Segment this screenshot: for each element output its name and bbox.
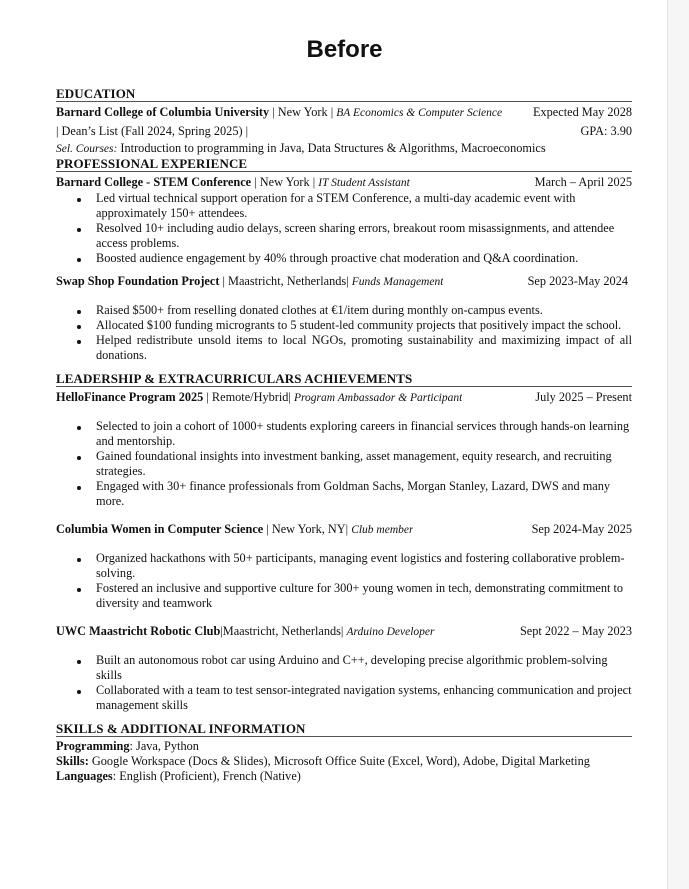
courses: Introduction to programming in Java, Data Structures & Algorithms, Macroeconomics (120, 141, 546, 155)
bullet-item: Gained foundational insights into investment banking, asset management, equity research, and recruiting strategies. (56, 449, 632, 479)
job-org: Barnard College - STEM Conference (56, 175, 252, 189)
skills-line (56, 769, 632, 784)
skills-value: Google Workspace (Docs & Slides), Microsoft Office Suite (Excel, Word), Adobe, Digital Marketing (88, 754, 590, 768)
school-location: | New York | (272, 105, 334, 119)
resume-content (56, 86, 632, 784)
skills-label: Skills: (56, 754, 89, 768)
education-row (56, 105, 632, 121)
activity-org: Columbia Women in Computer Science (56, 522, 264, 536)
bullet-item: Led virtual technical support operation for a STEM Conference, a multi-day academic event with approximately 150+ attendees. (56, 191, 632, 221)
deans-list: | Dean’s List (Fall 2024, Spring 2025) | (56, 124, 249, 138)
activity-header (56, 624, 632, 640)
bullet-item: Fostered an inclusive and supportive culture for 300+ young women in tech, demonstrating commitment to diversity and teamwork (56, 581, 632, 611)
job-location: | Maastricht, Netherlands| (222, 274, 349, 288)
skills-line (56, 739, 632, 754)
bullet-item: Resolved 10+ including audio delays, screen sharing errors, breakout room misassignments, and attendee access problems. (56, 221, 632, 251)
activity-date: July 2025 – Present (535, 390, 632, 404)
activity-bullets (56, 551, 632, 611)
activity-role: Arduino Developer (346, 626, 435, 638)
skills-value: English (Proficient), French (Native) (116, 769, 301, 783)
skills-line (56, 754, 632, 769)
section-title-skills: SKILLS & ADDITIONAL INFORMATION (56, 721, 632, 737)
activity-date: Sep 2024-May 2025 (531, 522, 632, 536)
activity-org: UWC Maastricht Robotic Club (56, 624, 221, 638)
job-role: Funds Management (351, 276, 444, 288)
skills-label: Programming (56, 739, 130, 753)
activity-date: Sept 2022 – May 2023 (519, 624, 632, 638)
skills-sep: : (112, 769, 117, 783)
bullet-item: Allocated $100 funding microgrants to 5 student-led community projects that positively impact the school. (56, 318, 632, 333)
job-bullets (56, 303, 632, 363)
bullet-item: Built an autonomous robot car using Arduino and C++, developing precise algorithmic problem-solving skills (56, 653, 632, 683)
bullet-item: Raised $500+ from reselling donated clothes at €1/item during monthly on-campus events. (56, 303, 632, 318)
page-heading: Before (306, 36, 383, 63)
bullet-item: Collaborated with a team to test sensor-integrated navigation systems, enhancing communication and project management skills (56, 683, 632, 713)
bullet-item: Engaged with 30+ finance professionals from Goldman Sachs, Morgan Stanley, Lazard, DWS and many more. (56, 479, 632, 509)
gpa: GPA: 3.90 (580, 124, 632, 138)
bullet-item: Selected to join a cohort of 1000+ students exploring careers in financial services through hands-on learning and mentorship. (56, 419, 632, 449)
bullet-item: Boosted audience engagement by 40% through proactive chat moderation and Q&A coordination. (56, 251, 632, 266)
degree: BA Economics & Computer Science (336, 107, 503, 119)
skills-label: Languages (56, 769, 113, 783)
job-date: Sep 2023-May 2024 (527, 274, 628, 288)
activity-header (56, 522, 632, 538)
bullet-item: Organized hackathons with 50+ participants, managing event logistics and fostering collaborative problem-solving. (56, 551, 632, 581)
education-row-2 (56, 124, 632, 139)
skills-value: Java, Python (132, 739, 199, 753)
activity-role: Program Ambassador & Participant (293, 392, 463, 404)
activity-location: |Maastricht, Netherlands| (220, 624, 344, 638)
activity-bullets (56, 419, 632, 509)
job-bullets (56, 191, 632, 266)
activity-org: HelloFinance Program 2025 (56, 390, 204, 404)
bullet-item: Helped redistribute unsold items to local NGOs, promoting sustainability and maximizing impact of all donations. (56, 333, 632, 363)
courses-label: Sel. Courses: (56, 143, 118, 155)
courses-line (56, 141, 632, 157)
activity-bullets (56, 653, 632, 713)
school-name: Barnard College of Columbia University (56, 105, 270, 119)
section-title-experience: PROFESSIONAL EXPERIENCE (56, 156, 632, 172)
section-title-leadership: LEADERSHIP & EXTRACURRICULARS ACHIEVEMENTS (56, 371, 632, 387)
skills-sep: : (129, 739, 133, 753)
activity-role: Club member (351, 524, 414, 536)
job-location: | New York | (254, 175, 316, 189)
activity-location: | Remote/Hybrid| (206, 390, 291, 404)
job-header (56, 175, 632, 191)
education-date: Expected May 2028 (532, 105, 632, 119)
activity-header (56, 390, 632, 406)
section-title-education: EDUCATION (56, 86, 632, 102)
job-role: IT Student Assistant (318, 177, 410, 189)
job-header (56, 274, 632, 290)
scrollbar[interactable] (667, 0, 689, 889)
job-org: Swap Shop Foundation Project (56, 274, 220, 288)
activity-location: | New York, NY| (266, 522, 349, 536)
job-date: March – April 2025 (534, 175, 632, 189)
